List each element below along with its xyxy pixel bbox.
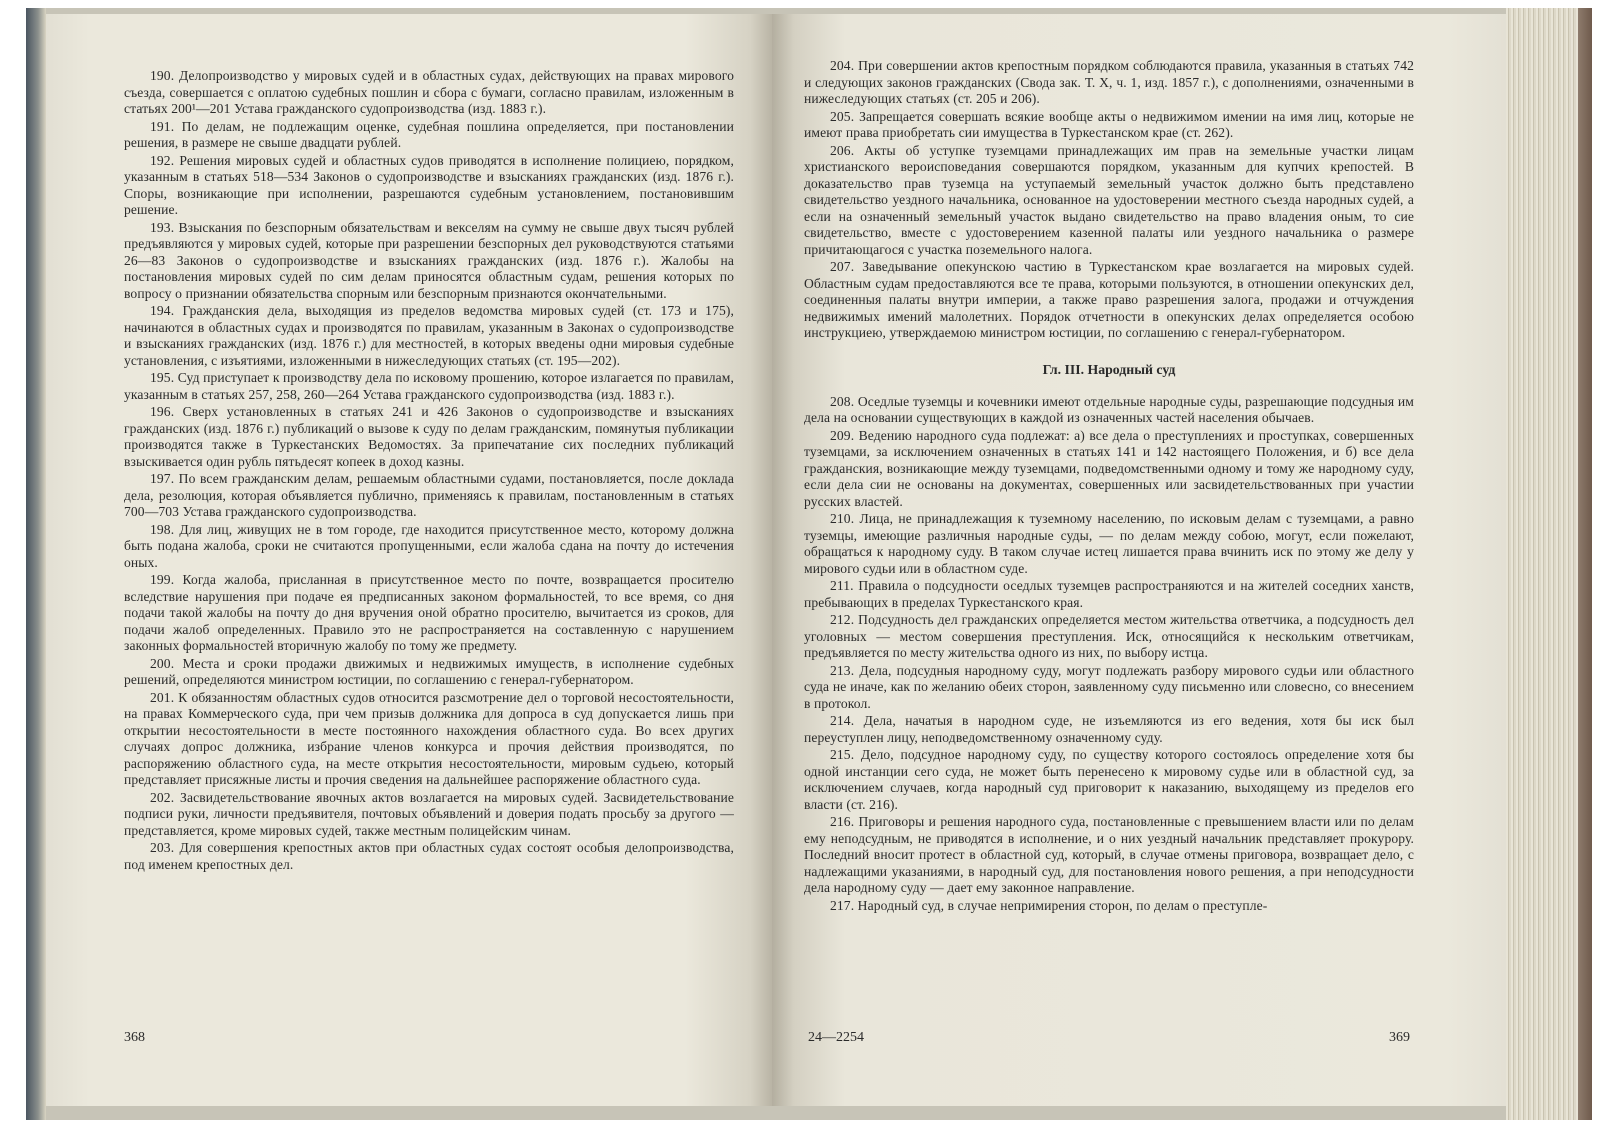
paragraph: 209. Ведению народного суда подлежат: а) все дела о преступлениях и проступках, совершенных туземцами, за исключением означенных в статьях 141 и 142 настоящего Положения, и б) все дела гражданския, возникающие между туземцами, подведомственными одному и тому же народному суду, если дела сии не основаны на документах, совершенных или засвидетельствованных при участии русских властей. xyxy=(804,427,1414,509)
paragraph: 193. Взыскания по безспорным обязательствам и векселям на сумму не свыше двух тысяч рублей предъявляются у мировых судей, которые при разрешении безспорных дел руководствуются статьями 26—83 Законов о судопроизводстве и взысканиях гражданских (изд. 1876 г.). Жалобы на постановления мировых судей по сим делам приносятся областным судам, решения которых по вопросу о признании обязательства спорным или безспорным признаются окончательными. xyxy=(124,219,734,301)
paragraph: 200. Места и сроки продажи движимых и недвижимых имуществ, в исполнение судебных решений, определяются министром юстиции, по соглашению с генерал-губернатором. xyxy=(124,655,734,687)
paragraph: 212. Подсудность дел гражданских определяется местом жительства ответчика, а подсудность дел уголовных — местом совершения преступления. Иск, относящийся к нескольким ответчикам, предъявляется по месту жительства одного из них, по выбору истца. xyxy=(804,612,1414,660)
paragraph: 205. Запрещается совершать всякие вообще акты о недвижимом имении на имя лиц, которые не имеют права приобретать сии имущества в Туркестанском крае (ст. 262). xyxy=(804,108,1414,140)
paragraph: 210. Лица, не принадлежащия к туземному населению, по исковым делам с туземцами, а равно туземцы, имеющие различныя народные суды, — по делам между собою, могут, если пожелают, обращаться к народному суду. В таком случае истец лишается права вчинить иск по этому же делу у мирового судьи или в областном суде. xyxy=(804,511,1414,576)
page-number-left: 368 xyxy=(124,1030,145,1045)
paragraph: 203. Для совершения крепостных актов при областных судах состоят особыя делопроизводства, под именем крепостных дел. xyxy=(124,840,734,872)
paragraph: 202. Засвидетельствование явочных актов возлагается на мировых судей. Засвидетельствование подписи руки, личности предъявителя, почтовых объявлений и доверия подать просьбу за другого — представляется, кроме мировых судей, также местным полицейским чинам. xyxy=(124,789,734,838)
paragraph: 213. Дела, подсудныя народному суду, могут подлежать разбору мирового судьи или областного суда не иначе, как по желанию обеих сторон, заявленному суду письменно или словесно, со внесением в протокол. xyxy=(804,662,1414,711)
paragraph: 198. Для лиц, живущих не в том городе, где находится присутственное место, которому должна быть подана жалоба, сроки не считаются пропущенными, если жалоба сдана на почту до истечения оных. xyxy=(124,521,734,570)
paragraph: 211. Правила о подсудности оседлых туземцев распространяются и на жителей соседних ханств, пребывающих в пределах Туркестанского края. xyxy=(804,578,1414,610)
paragraph: 207. Заведывание опекунскою частию в Туркестанском крае возлагается на мировых судей. Областным судам предоставляются все те права, которыми пользуются, в отношении опекунских дел, соединенныя палаты внутри империи, а также право разрешения залога, продажи и отчуждения недвижимых имений малолетних. Порядок отчетности в опекунских делах определяется особою инструкциею, утверждаемою министром юстиции, по соглашению с генерал-губернатором. xyxy=(804,259,1414,340)
chapter-heading: Гл. III. Народный суд xyxy=(1042,361,1176,377)
paragraph: 190. Делопроизводство у мировых судей и в областных судах, действующих на правах мирового съезда, совершается с оплатою судебных пошлин и сбора с бумаги, согласно правилам, изложенным в статьях 200¹—201 Устава гражданского судопроизводства (изд. 1883 г.). xyxy=(124,68,734,116)
paragraph: 215. Дело, подсудное народному суду, по существу которого состоялось определение хотя бы одной инстанции сего суда, не может быть перенесено к мировому судье или в областной суд, за исключением случаев, когда народный суд приговорит к наказанию, выходящему из пределов его власти (ст. 216). xyxy=(804,747,1414,812)
paragraph: 195. Суд приступает к производству дела по исковому прошению, которое излагается по правилам, указанным в статьях 257, 258, 260—264 Устава гражданского судопроизводства (изд. 1883 г.). xyxy=(124,370,734,402)
left-page-text xyxy=(124,68,734,873)
page-number-right: 369 xyxy=(1389,1030,1410,1045)
open-book xyxy=(26,8,1592,1120)
paragraph: 196. Сверх установленных в статьях 241 и 426 Законов о судопроизводстве и взысканиях гражданских (изд. 1876 г.) публикаций о вызове к суду по делам гражданским, помянутыя публикации производятся также в Туркестанских Ведомостях. За припечатание сих последних публикаций взыскивается один рубль пятьдесят копеек в доход казны. xyxy=(124,404,734,469)
paragraph: 217. Народный суд, в случае непримирения сторон, по делам о преступле- xyxy=(830,897,1268,913)
paragraph: 204. При совершении актов крепостным порядком соблюдаются правила, указанныя в статьях 742 и следующих законов гражданских (Свода зак. Т. X, ч. 1, изд. 1857 г.), с дополнениями, означенными в нижеследующих статьях (ст. 205 и 206). xyxy=(804,58,1414,106)
right-page-text xyxy=(804,58,1414,914)
paragraph: 201. К обязанностям областных судов относится разсмотрение дел о торговой несостоятельности, на правах Коммерческого суда, при чем призыв должника для допроса в суд допускается лишь при открытии несостоятельности в месте постоянного нахождения областного суда. Во всех других случаях допрос должника, избрание членов конкурса и прочия действия производятся, по распоряжению областного суда, на месте открытия несостоятельности, мировым судьею, который представляет присяжные листы и прочия сведения на дальнейшее распоряжение областного суда. xyxy=(124,689,734,787)
book-cover-edge xyxy=(26,8,46,1120)
paragraph: 192. Решения мировых судей и областных судов приводятся в исполнение полициею, порядком, указанным в статьях 518—534 Законов о судопроизводстве и взысканиях гражданских (изд. 1876 г.). Споры, возникающие при исполнении, разрешаются судебным установлением, постановившим решение. xyxy=(124,152,734,217)
paragraph: 214. Дела, начатыя в народном суде, не изъемляются из его ведения, хотя бы иск был переуступлен лицу, неподведомственному означенному суду. xyxy=(804,713,1414,745)
right-page xyxy=(772,14,1506,1106)
paragraph: 197. По всем гражданским делам, решаемым областными судами, постановляется, после доклада дела, резолюция, которая объявляется публично, применяясь к правилам, постановленным в статьях 700—703 Устава гражданского судопроизводства. xyxy=(124,471,734,519)
left-page xyxy=(46,14,772,1106)
paragraph: 208. Оседлые туземцы и кочевники имеют отдельные народные суды, разрешающие подсудныя им дела на основании существующих в каждой из означенных частей населения обычаев. xyxy=(804,393,1414,425)
paragraph: 199. Когда жалоба, присланная в присутственное место по почте, возвращается просителю вследствие нарушения при подаче ея предписанных законом формальностей, то все время, со дня подачи такой жалобы на почту до дня вручения оной обратно просителю, вычитается из сроков, для подачи жалоб определенных. Правило это не распространяется на составленную с нарушением законных формальностей вторичную жалобу по тому же предмету. xyxy=(124,572,734,653)
printer-signature-mark: 24—2254 xyxy=(808,1030,864,1045)
paragraph: 206. Акты об уступке туземцами принадлежащих им прав на земельные участки лицам христианского вероисповедания совершаются порядком, указанным для купчих крепостей. В доказательство прав туземца на уступаемый земельный участок должно быть представлено свидетельство уездного начальника, основанное на удостоверении местного съезда народных судей, а если на означенный земельный участок выдано свидетельство на право владения оным, то сие свидетельство, вместе с удостоверением казенной палаты или уездного начальника о размере причитающагося с участка поземельного налога. xyxy=(804,142,1414,257)
paragraph: 216. Приговоры и решения народного суда, постановленные с превышением власти или по делам ему неподсудным, не приводятся в исполнение, и о них уездный начальник представляет прокурору. Последний вносит протест в областной суд, который, в случае отмены приговора, возвращает дело, с надлежащими указаниями, в народный суд, для постановления нового решения, а при неподсудности дела народному суду — дает ему законное направление. xyxy=(804,814,1414,895)
paragraph: 191. По делам, не подлежащим оценке, судебная пошлина определяется, при постановлении решения, в размере не свыше двадцати рублей. xyxy=(124,118,734,150)
page-edges xyxy=(1506,8,1592,1120)
paragraph: 194. Гражданския дела, выходящия из пределов ведомства мировых судей (ст. 173 и 175), начинаются в областных судах и производятся по правилам, указанным в Законах о судопроизводстве и взысканиях гражданских (изд. 1876 г.) для местностей, в которых введены одни мировыя судебные установления, с изъятиями, изложенными в нижеследующих статьях (ст. 195—202). xyxy=(124,303,734,368)
